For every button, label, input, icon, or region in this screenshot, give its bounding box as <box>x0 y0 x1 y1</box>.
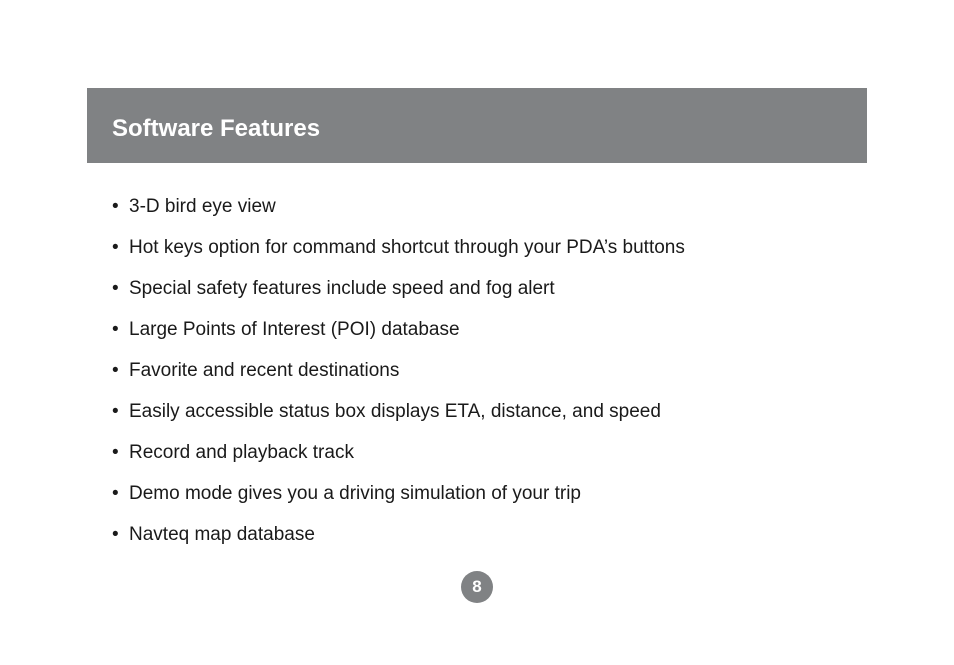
bullet-icon: • <box>112 483 119 504</box>
feature-text: Large Points of Interest (POI) database <box>129 319 460 340</box>
feature-text: Easily accessible status box displays ETA, distance, and speed <box>129 401 661 422</box>
bullet-icon: • <box>112 360 119 381</box>
feature-text: Navteq map database <box>129 524 315 545</box>
bullet-icon: • <box>112 319 119 340</box>
feature-text: Record and playback track <box>129 442 354 463</box>
section-header-bar <box>87 88 867 163</box>
feature-text: Favorite and recent destinations <box>129 360 400 381</box>
feature-text: 3-D bird eye view <box>129 196 276 217</box>
feature-text: Hot keys option for command shortcut through your PDA’s buttons <box>129 237 685 258</box>
bullet-icon: • <box>112 237 119 258</box>
page-number-badge: 8 <box>461 571 493 603</box>
page-title: Software Features <box>112 115 321 142</box>
feature-text: Demo mode gives you a driving simulation of your trip <box>129 483 581 504</box>
bullet-icon: • <box>112 401 119 422</box>
bullet-icon: • <box>112 196 119 217</box>
bullet-icon: • <box>112 524 119 545</box>
bullet-icon: • <box>112 278 119 299</box>
bullet-icon: • <box>112 442 119 463</box>
feature-text: Special safety features include speed and fog alert <box>129 278 555 299</box>
